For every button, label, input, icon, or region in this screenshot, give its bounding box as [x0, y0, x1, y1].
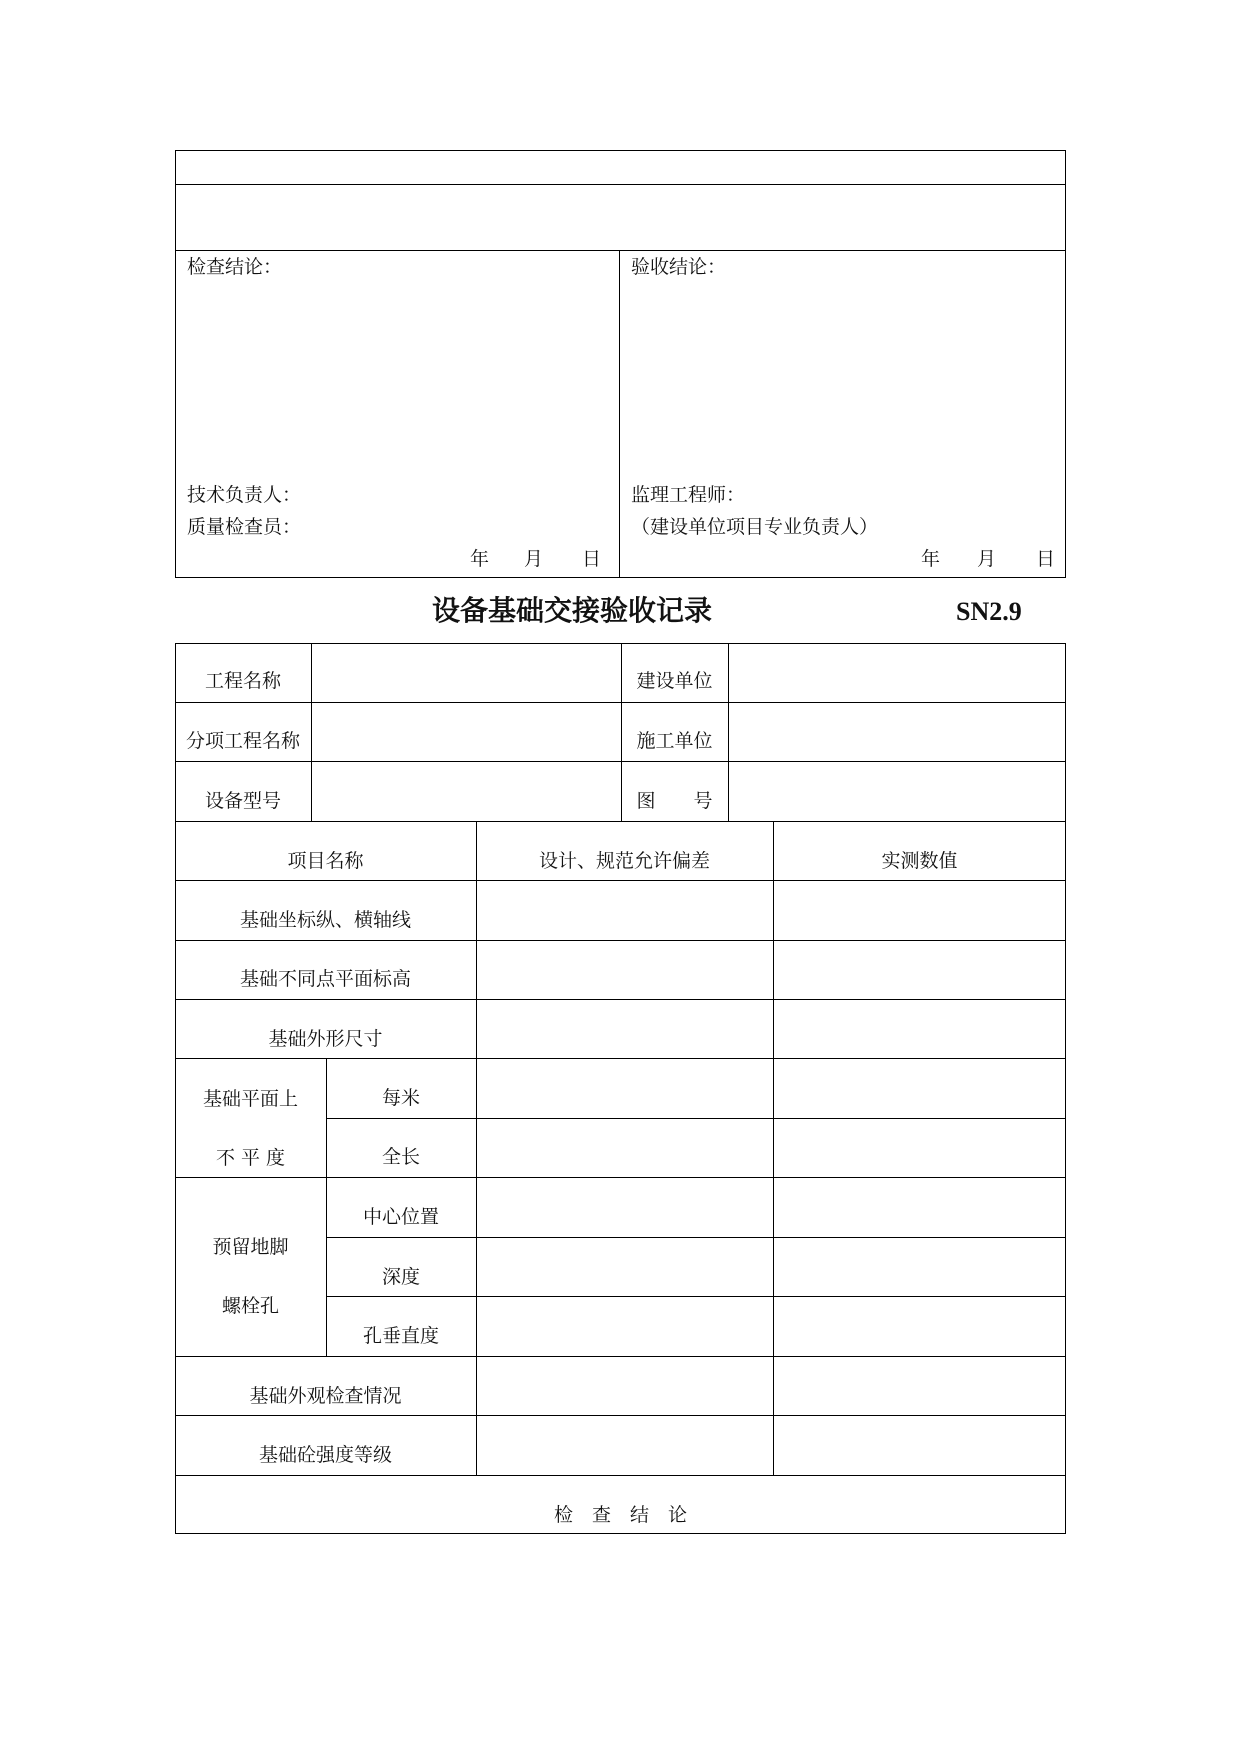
column-header-measured: 实测数值 — [881, 850, 958, 872]
row-line — [175, 1415, 1066, 1416]
owner-unit-label: 建设单位 — [636, 670, 713, 692]
owner-rep-label: （建设单位项目专业负责人） — [631, 516, 879, 538]
flatness-group-label-line1: 基础平面上 — [202, 1088, 298, 1110]
top-form-divider-2 — [175, 250, 1066, 251]
left-date-year: 年 — [470, 548, 490, 570]
row-line — [326, 1118, 1066, 1119]
conclusion-label: 检 查 结 论 — [553, 1504, 687, 1526]
row-line — [175, 1058, 1066, 1059]
top-form-center-divider — [619, 250, 620, 578]
left-date-day: 日 — [582, 548, 602, 570]
left-date-month: 月 — [524, 548, 544, 570]
row-appearance: 基础外观检查情况 — [249, 1385, 402, 1407]
row-axis: 基础坐标纵、横轴线 — [239, 909, 411, 931]
row-line — [175, 1356, 1066, 1357]
right-date-day: 日 — [1036, 548, 1056, 570]
row-per-meter: 每米 — [381, 1087, 420, 1109]
row-line — [175, 1475, 1066, 1476]
accept-conclusion-label: 验收结论： — [631, 256, 727, 278]
top-form-divider-1 — [175, 184, 1066, 185]
row-elevation: 基础不同点平面标高 — [239, 968, 411, 990]
col-line — [728, 643, 729, 821]
top-form-frame — [175, 150, 1066, 578]
bolt-group-label-line1: 预留地脚 — [212, 1236, 289, 1258]
column-header-item: 项目名称 — [287, 850, 364, 872]
contractor-label: 施工单位 — [636, 730, 713, 752]
right-date-month: 月 — [977, 548, 997, 570]
supervisor-label: 监理工程师： — [631, 484, 746, 506]
row-dimension: 基础外形尺寸 — [268, 1028, 383, 1050]
drawing-no-label: 图 号 — [636, 790, 713, 812]
row-center-position: 中心位置 — [362, 1206, 439, 1228]
quality-inspector-label: 质量检查员： — [187, 516, 302, 538]
tech-lead-label: 技术负责人： — [187, 484, 302, 506]
row-line — [326, 1237, 1066, 1238]
form-code: SN2.9 — [956, 597, 1022, 626]
bolt-group-label-line2: 螺栓孔 — [221, 1295, 279, 1317]
column-header-tolerance: 设计、规范允许偏差 — [538, 850, 710, 872]
flatness-group-label-line2: 不 平 度 — [215, 1147, 286, 1169]
subitem-name-label: 分项工程名称 — [185, 730, 300, 752]
row-verticality: 孔垂直度 — [362, 1325, 439, 1347]
row-line — [175, 999, 1066, 1000]
col-line — [476, 821, 477, 1475]
row-line — [175, 821, 1066, 822]
equipment-model-label: 设备型号 — [204, 790, 281, 812]
row-full-length: 全长 — [381, 1146, 420, 1168]
row-line — [175, 940, 1066, 941]
row-concrete-grade: 基础砼强度等级 — [258, 1444, 392, 1466]
right-date-year: 年 — [921, 548, 941, 570]
row-depth: 深度 — [381, 1266, 420, 1288]
row-line — [175, 880, 1066, 881]
form-title: 设备基础交接验收记录 — [432, 594, 713, 627]
row-line — [326, 1296, 1066, 1297]
row-line — [175, 1177, 1066, 1178]
project-name-label: 工程名称 — [204, 670, 281, 692]
check-conclusion-label: 检查结论： — [187, 256, 283, 278]
col-line — [773, 821, 774, 1475]
col-line — [311, 643, 312, 821]
